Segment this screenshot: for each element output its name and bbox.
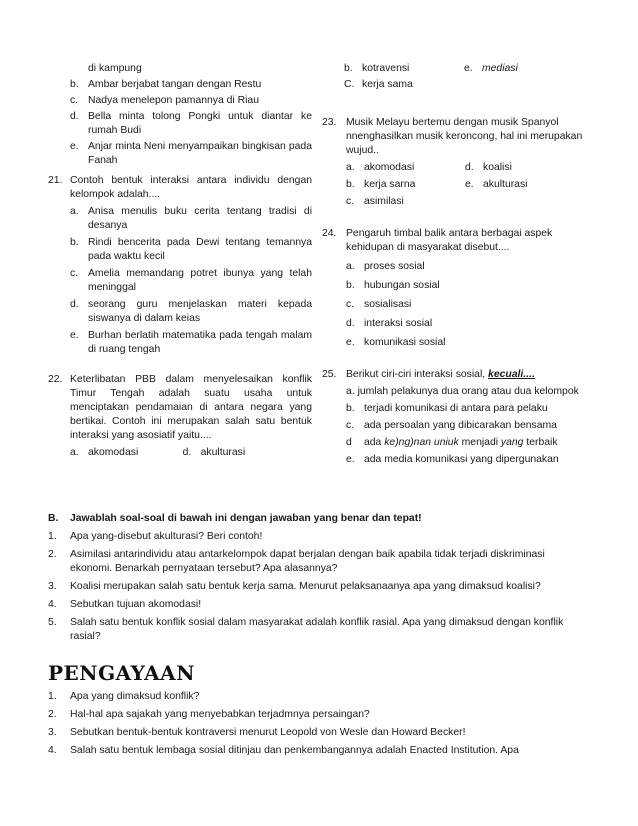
option-text: interaksi sosial — [364, 318, 433, 329]
item-number: 4. — [48, 745, 57, 756]
option-item — [70, 110, 312, 138]
option-letter: a. — [70, 447, 79, 458]
option-letter: a. — [70, 206, 79, 217]
option-letter: e. — [346, 337, 355, 348]
option-item — [346, 260, 584, 274]
option-b — [344, 62, 464, 76]
option-letter: d. — [465, 162, 474, 173]
section-title: Jawablah soal-soal di bawah ini dengan jawaban yang benar dan tepat! — [70, 513, 422, 524]
option-text: Anisa menulis buku cerita tentang tradisi di desanya — [88, 206, 312, 231]
option-text: Anjar minta Neni menyampaikan bingkisan pada Fanah — [88, 141, 312, 166]
option-letter: b. — [70, 237, 79, 248]
item-text: Koalisi merupakan salah satu bentuk kerja sama. Menurut pelaksanaanya apa yang dimaksud koalisi? — [70, 581, 541, 592]
option-text: Nadya menelepon pamannya di Riau — [88, 95, 259, 106]
option-item — [48, 726, 588, 740]
option-item — [70, 298, 312, 326]
option-b — [346, 402, 584, 416]
option-letter: a. — [346, 386, 355, 397]
option-letter: d. — [70, 111, 79, 122]
section-letter: B. — [48, 513, 59, 524]
question-text-main: Berikut ciri-ciri interaksi sosial, — [346, 369, 486, 380]
option-text: akomodasi — [364, 162, 415, 173]
option-letter: d — [346, 437, 352, 448]
option-letter: e. — [464, 63, 473, 74]
option-letter: d. — [346, 318, 355, 329]
item-number: 1. — [48, 531, 57, 542]
option-a-continued: di kampung — [88, 63, 142, 74]
item-number: 2. — [48, 549, 57, 560]
option-letter: e. — [70, 141, 79, 152]
option-text: Ambar berjabat tangan dengan Restu — [88, 79, 262, 90]
question-text: Keterlibatan PBB dalam menyelesaikan konflik Timur Tengah adalah suatu usaha untuk menciptakan pendamaian di antara negara yang bertikai. Contoh ini merupakan salah satu bentuk interaksi yang asosiatif yaitu.... — [70, 374, 312, 441]
item-text: Apa yang dimaksud konflik? — [70, 691, 200, 702]
item-number: 2. — [48, 709, 57, 720]
option-letter: C. — [344, 79, 355, 90]
pengayaan-list — [48, 690, 588, 762]
option-item — [48, 548, 588, 576]
option-text: terjadi komunikasi di antara para pelaku — [364, 403, 548, 414]
option-a — [346, 161, 465, 175]
question-text: Pengaruh timbal balik antara berbagai aspek kehidupan di masyarakat disebut.... — [346, 228, 553, 253]
option-item — [70, 236, 312, 264]
item-text: Salah satu bentuk lembaga sosial ditinjau dan penkembangannya adalah Enacted Institution. Apa — [70, 745, 519, 756]
question-text: Musik Melayu bertemu dengan musik Spanyol nnenghasilkan musik keroncong, hal ini merupakan wujud.. — [346, 117, 583, 156]
item-text: Apa yang-disebut akulturasi? Beri contoh! — [70, 531, 263, 542]
option-text: jumlah pelakunya dua orang atau dua kelompok — [357, 386, 579, 397]
option-text-italic: ke)ng)nan uniuk — [384, 437, 459, 448]
question-25 — [322, 368, 584, 467]
option-text: asimilasi — [364, 196, 404, 207]
option-letter: b. — [346, 280, 355, 291]
option-item — [346, 298, 584, 312]
option-letter: a. — [346, 162, 355, 173]
item-text: Hal-hal apa sajakah yang menyebabkan terjadmnya persaingan? — [70, 709, 370, 720]
option-text-italic: yang — [500, 437, 524, 448]
option-text: Bella minta tolong Pongki untuk diantar ke rumah Budi — [88, 111, 312, 136]
option-text: kerja sarna — [364, 179, 416, 190]
option-text: hubungan sosial — [364, 280, 440, 291]
question-number: 21. — [48, 175, 63, 186]
option-c — [346, 195, 584, 209]
option-letter: c. — [70, 268, 79, 279]
item-number: 1. — [48, 691, 57, 702]
option-row — [70, 446, 312, 460]
option-text: Amelia memandang potret ibunya yang telah meninggal — [88, 268, 312, 293]
option-e — [465, 178, 584, 192]
question-number: 25. — [322, 369, 337, 380]
item-number: 3. — [48, 727, 57, 738]
option-text: akomodasi — [88, 447, 139, 458]
option-item — [48, 598, 588, 612]
question-23 — [322, 116, 584, 209]
option-text-post: terbaik — [526, 437, 558, 448]
item-number: 4. — [48, 599, 57, 610]
option-row — [346, 161, 584, 175]
option-text: sosialisasi — [364, 299, 412, 310]
option-item — [70, 329, 312, 357]
option-c — [344, 78, 584, 92]
option-letter: d. — [182, 447, 192, 458]
option-letter: c. — [346, 420, 355, 431]
option-text: kerja sama — [362, 79, 413, 90]
option-letter: b. — [344, 63, 353, 74]
option-d — [346, 436, 584, 450]
option-item — [48, 708, 588, 722]
option-a — [346, 385, 584, 399]
option-text: seorang guru menjelaskan materi kepada siswanya di dalam keias — [88, 299, 312, 324]
option-e — [346, 453, 584, 467]
item-number: 5. — [48, 617, 57, 628]
option-text: akulturasi — [483, 179, 528, 190]
option-item — [70, 267, 312, 295]
question-21 — [48, 174, 312, 357]
question-24 — [322, 227, 584, 350]
item-text: Sebutkan tujuan akomodasi! — [70, 599, 202, 610]
question-22-options-continued — [322, 62, 584, 92]
option-text: akulturasi — [200, 447, 246, 458]
right-column — [322, 62, 584, 477]
option-row — [346, 178, 584, 192]
option-item — [70, 140, 312, 168]
option-letter: a. — [346, 261, 355, 272]
option-letter: e. — [70, 330, 79, 341]
option-letter: c. — [346, 299, 355, 310]
option-d — [465, 161, 584, 175]
question-text: Contoh bentuk interaksi antara individu dengan kelompok adalah.... — [70, 175, 312, 200]
option-text: koalisi — [483, 162, 512, 173]
question-text-emphasis: kecuali.... — [488, 369, 535, 380]
question-22 — [48, 373, 312, 460]
option-item — [48, 530, 588, 544]
option-b — [346, 178, 465, 192]
option-letter: c. — [346, 196, 355, 207]
question-text — [346, 368, 584, 382]
option-item — [48, 580, 588, 594]
option-item — [70, 94, 312, 108]
option-text: mediasi — [482, 63, 518, 74]
option-text: proses sosial — [364, 261, 425, 272]
option-item — [346, 317, 584, 331]
option-item — [70, 78, 312, 92]
option-text-mid: menjadi — [461, 437, 499, 448]
option-d — [183, 446, 312, 460]
item-text: Sebutkan bentuk-bentuk kontraversi menurut Leopold von Wesle dan Howard Becker! — [70, 727, 466, 738]
option-text: Rindi bencerita pada Dewi tentang temannya pada waktu kecil — [88, 237, 312, 262]
section-b-essay — [48, 512, 588, 648]
option-text: ada persoalan yang dibicarakan bensama — [364, 420, 557, 431]
left-column — [48, 62, 312, 470]
option-item — [48, 690, 588, 704]
item-text: Asimilasi antarindividu atau antarkelompok dapat berjalan dengan baik apabila tidak terjadi diskriminasi ekonomi. Benarkah pernyataan tersebut? Apa alasannya? — [70, 549, 545, 574]
option-c — [346, 419, 584, 433]
option-letter: c. — [70, 95, 79, 106]
question-number: 24. — [322, 228, 337, 239]
option-letter: b. — [70, 79, 79, 90]
section-b-heading — [48, 512, 588, 526]
item-text: Salah satu bentuk konflik sosial dalam masyarakat adalah konflik rasial. Apa yang dimaksud dengan konflik rasial? — [70, 617, 564, 642]
option-text: kotravensi — [362, 63, 410, 74]
option-item — [70, 205, 312, 233]
question-number: 23. — [322, 117, 337, 128]
option-text: ada media komunikasi yang dipergunakan — [364, 454, 559, 465]
option-letter: e. — [346, 454, 355, 465]
option-letter: d. — [70, 299, 79, 310]
item-number: 3. — [48, 581, 57, 592]
option-item — [346, 279, 584, 293]
option-e — [464, 62, 584, 76]
pengayaan-title: PENGAYAAN — [48, 661, 195, 685]
option-text: Burhan berlatih matematika pada tengah malam di ruang tengah — [88, 330, 312, 355]
option-text-pre: ada — [364, 437, 382, 448]
option-text: komunikasi sosial — [364, 337, 446, 348]
option-item — [346, 336, 584, 350]
option-row — [344, 62, 584, 76]
option-letter: b. — [346, 179, 355, 190]
option-item — [48, 744, 588, 758]
option-letter: b. — [346, 403, 355, 414]
option-item — [48, 616, 588, 644]
option-a — [70, 446, 183, 460]
question-20-continued — [48, 62, 312, 168]
option-letter: e. — [465, 179, 474, 190]
question-number: 22. — [48, 374, 63, 385]
